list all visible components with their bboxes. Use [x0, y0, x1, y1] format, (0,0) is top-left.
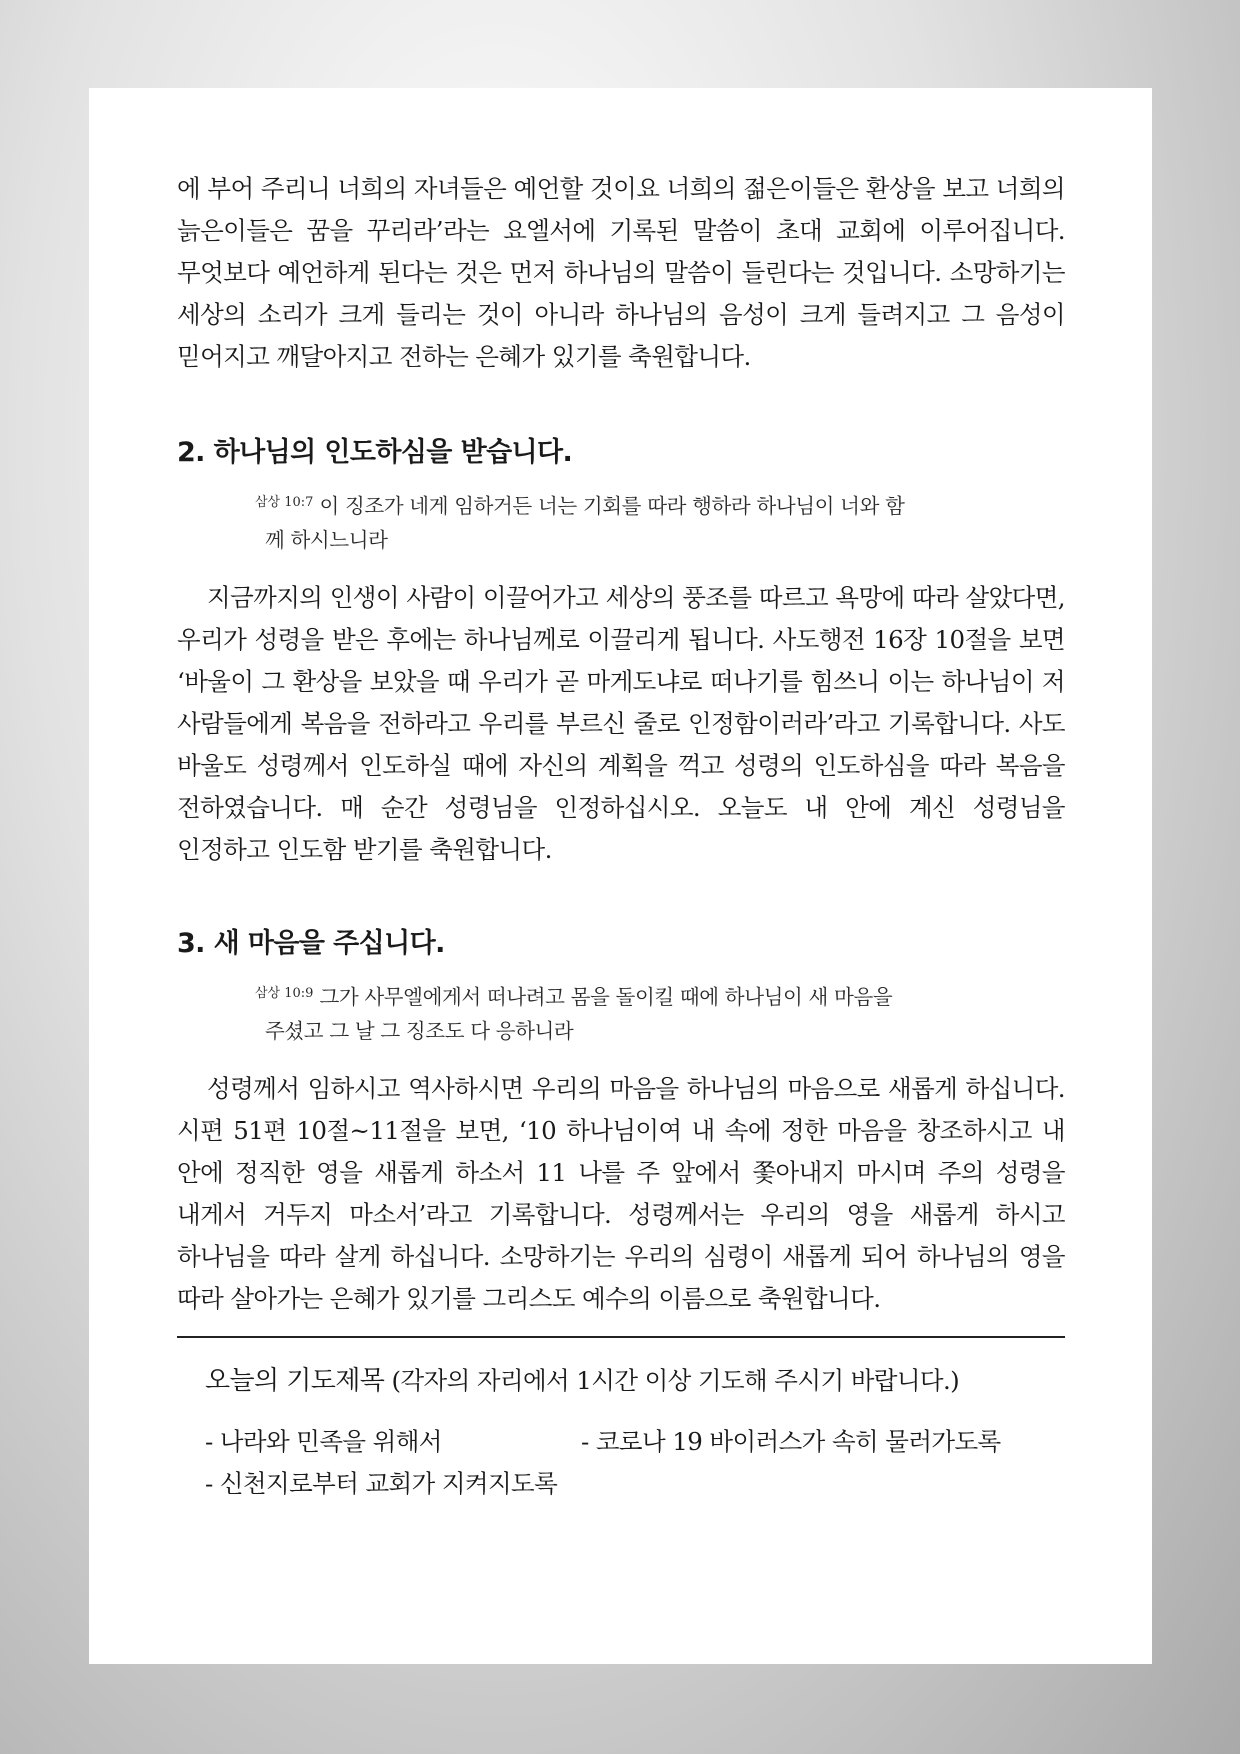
page-content: [177, 168, 1065, 1505]
body-paragraph-3: 성령께서 임하시고 역사하시면 우리의 마음을 하나님의 마음으로 새롭게 하십니다. 시편 51편 10절~11절을 보면, ‘10 하나님이여 내 속에 정한 마음을 창조하시고 내 안에 정직한 영을 새롭게 하소서 11 나를 주 앞에서 쫓아내지 마시며 주의 성령을 내게서 거두지 마소서’라고 기록합니다. 성령께서는 우리의 영을 새롭게 하시고 하나님을 따라 살게 하십니다. 소망하기는 우리의 심령이 새롭게 되어 하나님의 영을 따라 살아가는 은혜가 있기를 그리스도 예수의 이름으로 축원합니다.: [177, 1074, 1065, 1313]
scripture-quote-2: [255, 977, 995, 1048]
prayer-item: - 코로나 19 바이러스가 속히 물러가도록: [581, 1427, 1001, 1456]
verse-reference: 삼상 10:7: [255, 495, 314, 510]
verse-text-line: 주셨고 그 날 그 징조도 다 응하니라: [265, 1019, 574, 1043]
verse-text-line: 이 징조가 네게 임하거든 너는 기회를 따라 행하라 하나님이 너와 함: [319, 494, 905, 518]
prayer-item: - 신천지로부터 교회가 지켜지도록: [205, 1469, 558, 1498]
document-page: [89, 88, 1152, 1664]
prayer-list: [177, 1421, 1065, 1505]
body-paragraph-1: 에 부어 주리니 너희의 자녀들은 예언할 것이요 너희의 젊은이들은 환상을 보고 너희의 늙은이들은 꿈을 꾸리라’라는 요엘서에 기록된 말씀이 초대 교회에 이루어집니다. 무엇보다 예언하게 된다는 것은 먼저 하나님의 말씀이 들린다는 것입니다. 소망하기는 세상의 소리가 크게 들리는 것이 아니라 하나님의 음성이 크게 들려지고 그 음성이 믿어지고 깨달아지고 전하는 은혜가 있기를 축원합니다.: [177, 174, 1065, 371]
prayer-item: - 나라와 민족을 위해서: [205, 1427, 442, 1456]
prayer-subtitle: (각자의 자리에서 1시간 이상 기도해 주시기 바랍니다.): [391, 1366, 960, 1395]
scripture-quote-1: [255, 486, 995, 557]
verse-text-line: 그가 사무엘에게서 떠나려고 몸을 돌이킬 때에 하나님이 새 마음을: [319, 985, 893, 1009]
verse-text-line: 께 하시느니라: [265, 528, 388, 552]
divider: [177, 1336, 1065, 1338]
body-paragraph-2: 지금까지의 인생이 사람이 이끌어가고 세상의 풍조를 따르고 욕망에 따라 살았다면, 우리가 성령을 받은 후에는 하나님께로 이끌리게 됩니다. 사도행전 16장 10절을 보면 ‘바울이 그 환상을 보았을 때 우리가 곧 마게도냐로 떠나기를 힘쓰니 이는 하나님이 저 사람들에게 복음을 전하라고 우리를 부르신 줄로 인정함이러라’라고 기록합니다. 사도 바울도 성령께서 인도하실 때에 자신의 계획을 꺽고 성령의 인도하심을 따라 복음을 전하였습니다. 매 순간 성령님을 인정하십시오. 오늘도 내 안에 계신 성령님을 인정하고 인도함 받기를 축원합니다.: [177, 583, 1065, 864]
prayer-heading: [177, 1360, 1065, 1397]
section-heading-3: 3. 새 마음을 주십니다.: [177, 928, 445, 959]
verse-reference: 삼상 10:9: [255, 986, 314, 1001]
section-heading-2: 2. 하나님의 인도하심을 받습니다.: [177, 437, 573, 468]
prayer-title: 오늘의 기도제목: [205, 1366, 385, 1396]
